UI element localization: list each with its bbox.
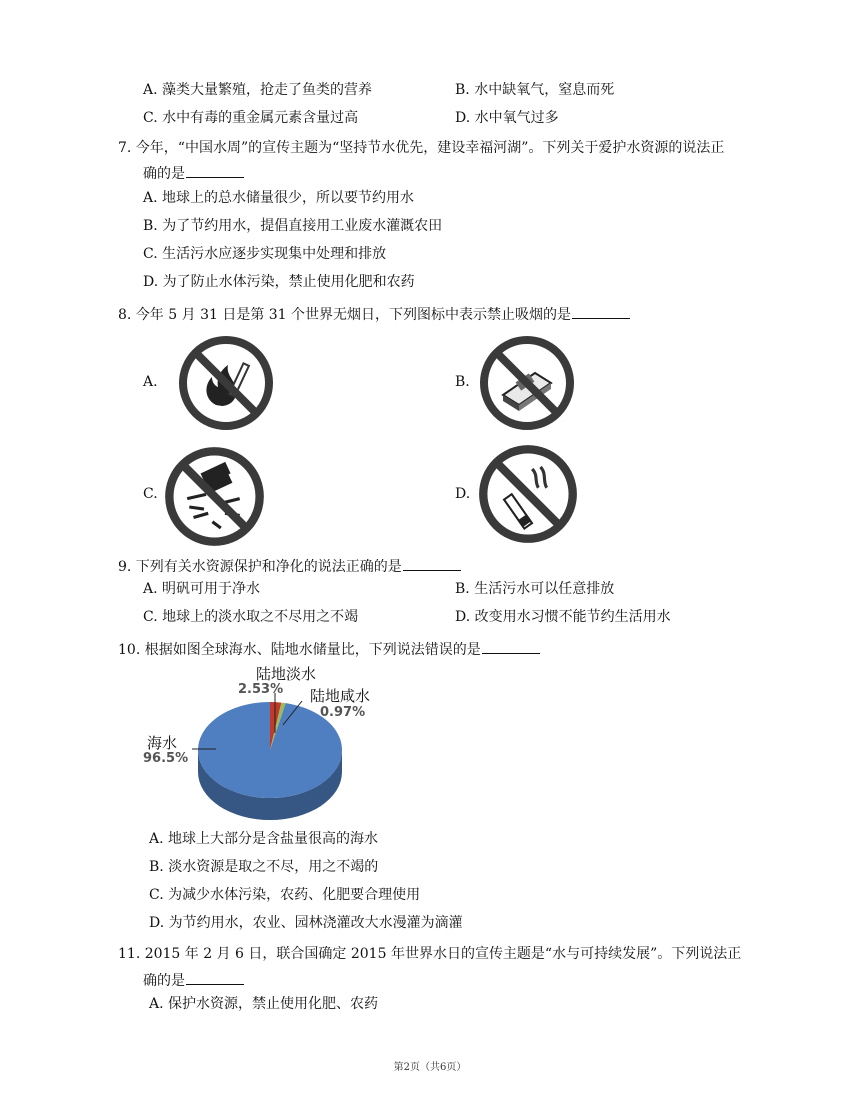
q6-option-c: C. 水中有毒的重金属元素含量过高 (143, 110, 359, 126)
pie-label-seawater-name: 海水 (147, 734, 178, 752)
q8-option-c-label: C. (143, 486, 158, 502)
q9-option-b: B. 生活污水可以任意排放 (455, 581, 615, 597)
q10-option-d: D. 为节约用水，农业、园林浇灌改大水漫灌为滴灌 (149, 915, 463, 931)
pie-label-saline-water-name: 陆地咸水 (310, 687, 371, 705)
q7-stem-line2 (143, 162, 244, 184)
q8-option-a-label: A. (143, 374, 158, 390)
q7-option-b: B. 为了节约用水，提倡直接用工业废水灌溉农田 (143, 218, 443, 234)
q10-option-b: B. 淡水资源是取之不尽，用之不竭的 (149, 859, 379, 875)
q7-stem-line1: 7. 今年，“中国水周”的宣传主题为“坚持节水优先，建设幸福河湖”。下列关于爱护水资源的说法正 (118, 140, 725, 156)
q7-option-d: D. 为了防止水体污染，禁止使用化肥和农药 (143, 274, 415, 290)
pie-label-fresh-water-value: 2.53% (238, 682, 284, 697)
q9-option-c: C. 地球上的淡水取之不尽用之不竭 (143, 609, 359, 625)
q8-answer-blank (572, 303, 630, 319)
q7-option-a: A. 地球上的总水储量很少，所以要节约用水 (143, 190, 415, 206)
q11-answer-blank (186, 969, 244, 985)
pie-label-fresh-water-name: 陆地淡水 (256, 665, 317, 683)
q11-option-a: A. 保护水资源，禁止使用化肥、农药 (149, 996, 379, 1012)
q6-option-d: D. 水中氧气过多 (455, 110, 559, 126)
q8-option-d-label: D. (455, 486, 471, 502)
q10-stem-text: 10. 根据如图全球海水、陆地水储量比，下列说法错误的是 (118, 642, 481, 658)
q9-stem-text: 9. 下列有关水资源保护和净化的说法正确的是 (118, 559, 402, 575)
q9-answer-blank (403, 555, 461, 571)
q6-option-b: B. 水中缺氧气，窒息而死 (455, 82, 615, 98)
q11-stem-line2 (143, 969, 244, 991)
q6-option-a: A. 藻类大量繁殖，抢走了鱼类的营养 (143, 82, 373, 98)
q10-answer-blank (482, 638, 540, 654)
pie-label-saline-water-value: 0.97% (320, 705, 366, 720)
pie-label-seawater-value: 96.5% (143, 751, 189, 766)
q7-answer-blank (186, 162, 244, 178)
q8-stem-text: 8. 今年 5 月 31 日是第 31 个世界无烟日，下列图标中表示禁止吸烟的是 (118, 307, 572, 323)
no-smoking-icon (476, 442, 580, 546)
q10-option-a: A. 地球上大部分是含盐量很高的海水 (149, 831, 379, 847)
page-number-footer: 第2页（共6页） (393, 1062, 467, 1073)
no-matches-icon (477, 333, 577, 433)
no-fireworks-icon (162, 444, 267, 549)
q8-option-b-label: B. (455, 374, 470, 390)
q7-stem-text: 确的是 (143, 166, 185, 182)
q8-stem (118, 303, 630, 325)
q11-stem-text: 确的是 (143, 973, 185, 989)
no-fire-icon (176, 333, 276, 433)
q7-option-c: C. 生活污水应逐步实现集中处理和排放 (143, 246, 387, 262)
q11-stem-line1: 11. 2015 年 2 月 6 日，联合国确定 2015 年世界水日的宣传主题是“水与可持续发展”。下列说法正 (118, 946, 742, 962)
q9-stem (118, 555, 461, 577)
q9-option-a: A. 明矾可用于净水 (143, 581, 261, 597)
q9-option-d: D. 改变用水习惯不能节约生活用水 (455, 609, 671, 625)
q10-option-c: C. 为减少水体污染，农药、化肥要合理使用 (149, 887, 421, 903)
